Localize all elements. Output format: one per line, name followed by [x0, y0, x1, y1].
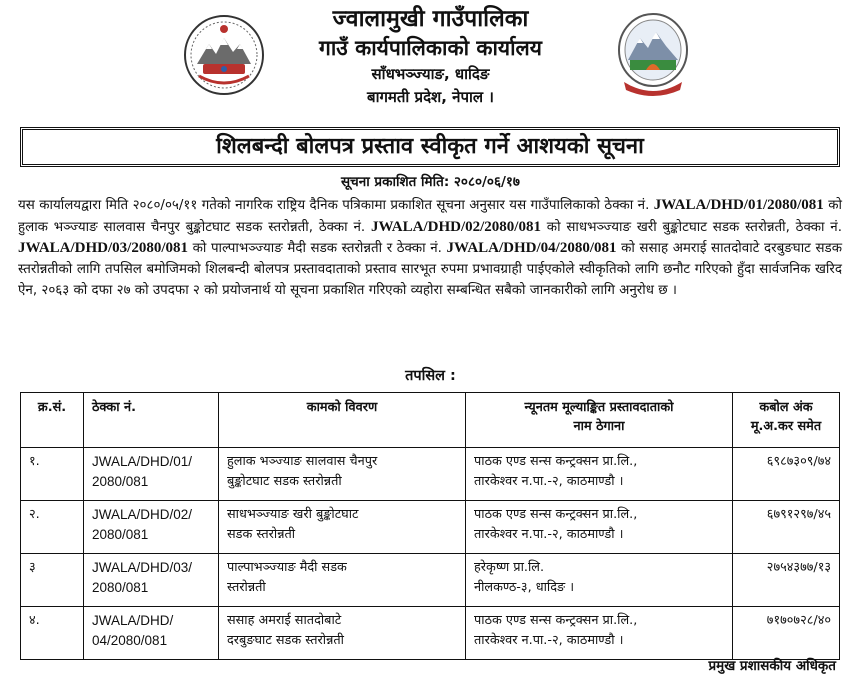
body-text-part: यस कार्यालयद्वारा मिति २०८०/०५/११ गतेको नागरिक राष्ट्रिय दैनिक पत्रिकामा प्रकाशित सूचना अनुसार यस गाउँपालिकाको ठेक्का नं. — [18, 198, 650, 213]
col-header-bidder-line1: न्यूनतम मूल्याङ्कित प्रस्तावदाताको — [524, 400, 674, 415]
cell-amount: ७१७०७२८/४० — [733, 607, 840, 660]
contract-line2: 2080/081 — [92, 474, 149, 489]
table-header-row — [21, 393, 840, 448]
col-header-bidder-line2: नाम ठेगाना — [573, 419, 625, 434]
province-country: बागमती प्रदेश, नेपाल । — [367, 88, 494, 106]
cell-description — [219, 501, 466, 554]
contract-number: JWALA/DHD/04/2080/081 — [446, 240, 617, 257]
col-header-description: कामको विवरण — [219, 393, 466, 448]
cell-contract — [84, 448, 219, 501]
description-line2: बुङ्कोटघाट सडक स्तरोन्नती — [227, 474, 342, 489]
col-header-contract: ठेक्का नं. — [84, 393, 219, 448]
cell-sn: ४. — [21, 607, 84, 660]
col-header-amount-line1: कबोल अंक — [759, 400, 813, 415]
body-text-part: को हुलाक भञ्ज्याङ सालवास चैनपुर बुङ्कोटघाट सडक स्तरोन्नती, ठेक्का नं. — [18, 198, 842, 235]
office-heading — [250, 0, 611, 108]
publication-date: सूचना प्रकाशित मिति: २०८०/०६/१७ — [341, 174, 520, 190]
notice-title-banner — [20, 127, 840, 167]
cell-bidder — [466, 607, 733, 660]
contract-line1: JWALA/DHD/01/ — [92, 454, 193, 469]
cell-amount: ६९८७३०९/७४ — [733, 448, 840, 501]
table-row — [21, 501, 840, 554]
cell-contract — [84, 554, 219, 607]
cell-description — [219, 607, 466, 660]
col-header-amount-line2: मू.अ.कर समेत — [750, 419, 822, 434]
body-text-part: को साधभञ्ज्याङ खरी बुङ्कोटघाट सडक स्तरोन्नती, ठेक्का नं. — [546, 219, 842, 235]
bidder-line1: पाठक एण्ड सन्स कन्ट्रक्सन प्रा.लि., — [474, 454, 638, 469]
cell-sn: ३ — [21, 554, 84, 607]
cell-bidder — [466, 501, 733, 554]
bidder-line2: तारकेश्वर न.पा.-२, काठमाण्डौ । — [474, 633, 624, 648]
table-row — [21, 448, 840, 501]
cell-contract — [84, 501, 219, 554]
description-line1: साधभञ्ज्याङ खरी बुङ्कोटघाट — [227, 507, 359, 522]
municipality-name: ज्वालामुखी गाउँपालिका — [332, 6, 529, 32]
contract-number: JWALA/DHD/03/2080/081 — [18, 240, 189, 257]
description-line1: हुलाक भञ्ज्याङ सालवास चैनपुर — [227, 454, 378, 469]
notice-body — [18, 195, 842, 302]
bidder-line2: तारकेश्वर न.पा.-२, काठमाण्डौ । — [474, 527, 624, 542]
contract-line2: 2080/081 — [92, 580, 149, 595]
table-row — [21, 607, 840, 660]
description-line2: स्तरोन्नती — [227, 580, 266, 595]
table-row — [21, 554, 840, 607]
notice-title: शिलबन्दी बोलपत्र प्रस्ताव स्वीकृत गर्ने आशयको सूचना — [216, 134, 644, 159]
description-line2: सडक स्तरोन्नती — [227, 527, 296, 542]
office-name: गाउँ कार्यपालिकाको कार्यालय — [319, 36, 542, 60]
contract-number: JWALA/DHD/02/2080/081 — [370, 218, 541, 235]
cell-description — [219, 554, 466, 607]
contract-line1: JWALA/DHD/02/ — [92, 507, 193, 522]
description-line1: ससाह अमराई सातदोबाटे — [227, 613, 342, 628]
cell-sn: १. — [21, 448, 84, 501]
cell-amount: २७५४३७७/१३ — [733, 554, 840, 607]
letterhead — [0, 0, 861, 124]
cell-description — [219, 448, 466, 501]
cell-sn: २. — [21, 501, 84, 554]
contract-line1: JWALA/DHD/ — [92, 613, 174, 628]
bidder-line2: नीलकण्ठ-३, धादिङ । — [474, 580, 575, 595]
cell-bidder — [466, 448, 733, 501]
contract-line2: 04/2080/081 — [92, 633, 168, 648]
bidder-line1: पाठक एण्ड सन्स कन्ट्रक्सन प्रा.लि., — [474, 613, 638, 628]
signatory-title: प्रमुख प्रशासकीय अधिकृत — [708, 658, 836, 674]
cell-amount: ६७९१२९७/४५ — [733, 501, 840, 554]
body-text-part: को ससाह अमराई सातदोवाटे दरबुङघाट सडक स्तरोन्नतीको लागि तपसिल बमोजिमको शिलबन्दी बोलपत्र प्रस्तावदाताको प्रस्ताव सारभूत रुपमा प्रभावग्राही पाईएकोले स्वीकृतिको लागि छनौट गरिएको हुँदा सार्वजनिक खरिद ऐन, २०६३ को दफा २७ को उपदफा २ को प्रयोजनार्थ यो सूचना प्रकाशित गरिएको व्यहोरा सम्बन्धित सबैको जानकारीको लागि अनुरोध छ । — [18, 241, 842, 298]
description-line1: पाल्पाभञ्ज्याङ मैदी सडक — [227, 560, 347, 575]
contract-line1: JWALA/DHD/03/ — [92, 560, 193, 575]
bid-schedule-table — [20, 392, 840, 660]
body-text-part: को पाल्पाभञ्ज्याङ मैदी सडक स्तरोन्नती र ठेक्का नं. — [192, 241, 442, 257]
bidder-line2: तारकेश्वर न.पा.-२, काठमाण्डौ । — [474, 474, 624, 489]
description-line2: दरबुङघाट सडक स्तरोन्नती — [227, 633, 344, 648]
col-header-sn: क्र.सं. — [21, 393, 84, 448]
cell-bidder — [466, 554, 733, 607]
bidder-line1: हरेकृष्ण प्रा.लि. — [474, 560, 545, 575]
office-address: साँधभञ्ज्याङ, धादिङ — [371, 65, 490, 83]
col-header-bidder — [466, 393, 733, 448]
schedule-heading: तपसिल : — [405, 368, 456, 384]
municipality-logo-icon — [616, 10, 690, 98]
bidder-line1: पाठक एण्ड सन्स कन्ट्रक्सन प्रा.लि., — [474, 507, 638, 522]
contract-line2: 2080/081 — [92, 527, 149, 542]
contract-number: JWALA/DHD/01/2080/081 — [653, 197, 824, 213]
col-header-amount — [733, 393, 840, 448]
cell-contract — [84, 607, 219, 660]
